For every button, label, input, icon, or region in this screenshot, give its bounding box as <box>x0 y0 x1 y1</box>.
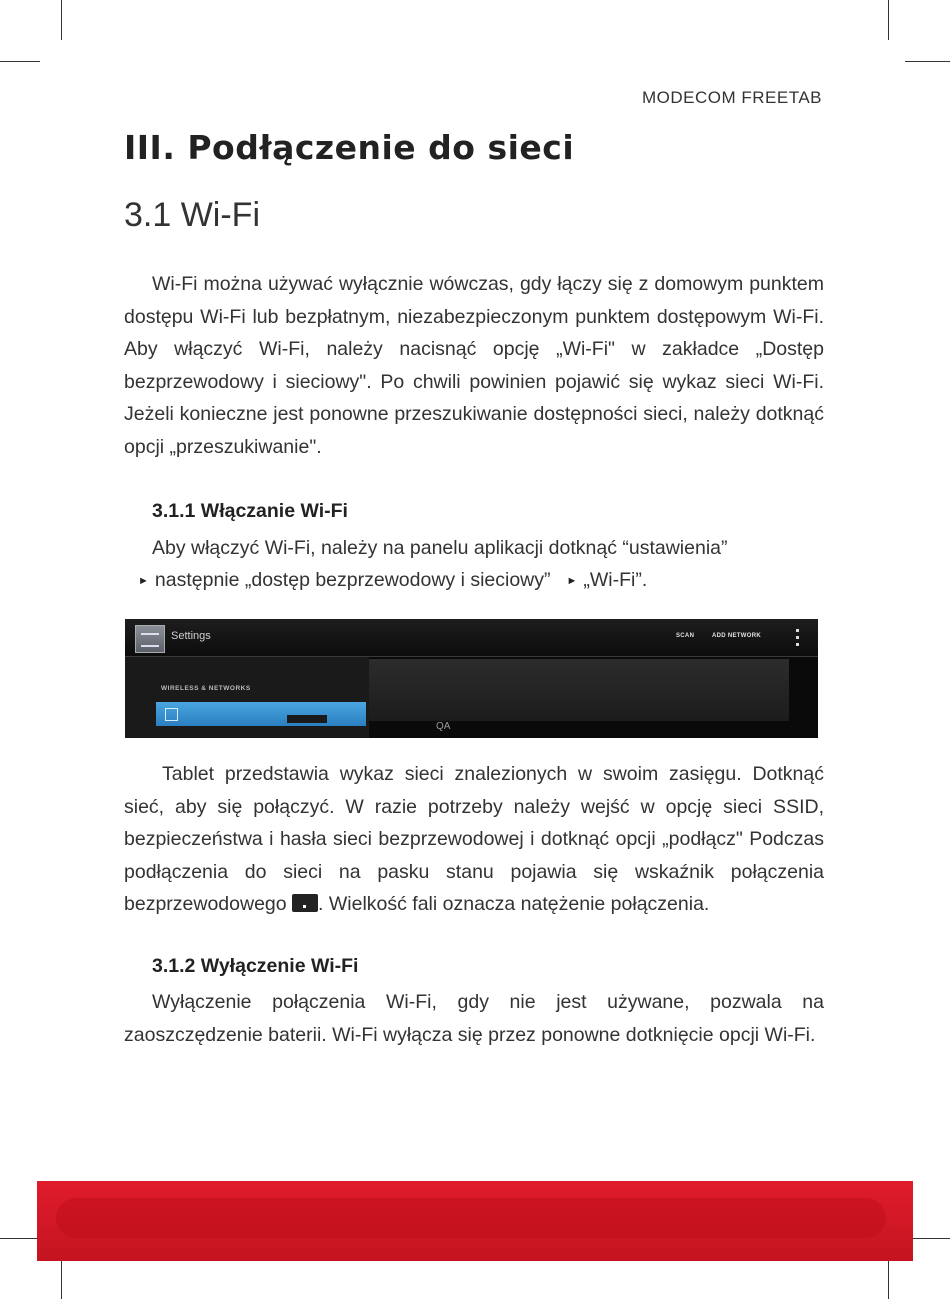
crop-mark <box>888 1260 889 1299</box>
arrow-icon: ► <box>138 575 149 587</box>
enable-instructions-line1: Aby włączyć Wi-Fi, należy na panelu aplikacji dotknąć “ustawienia” <box>152 537 728 559</box>
settings-title: Settings <box>171 630 211 642</box>
enable-path-part2: „Wi-Fi”. <box>583 569 648 591</box>
crop-mark <box>61 0 62 40</box>
crop-mark <box>61 1260 62 1299</box>
network-item-qa[interactable]: QA <box>436 721 451 732</box>
arrow-icon: ► <box>566 575 578 587</box>
enable-path-part1: następnie „dostęp bezprzewodowy i sieciowy” <box>154 569 551 591</box>
network-list-paragraph <box>124 758 824 921</box>
wifi-icon <box>165 708 178 721</box>
chapter-title: III. Podłączenie do sieci <box>124 128 575 167</box>
intro-paragraph <box>124 268 824 463</box>
disable-paragraph-text: Wyłączenie połączenia Wi-Fi, gdy nie jest używane, pozwala na zaoszczędzenie baterii. Wi-Fi wyłącza się przez ponowne dotknięcie opcji Wi-Fi. <box>124 991 824 1046</box>
scan-button[interactable]: SCAN <box>676 633 695 639</box>
enable-instructions-line2 <box>134 564 834 598</box>
wireless-networks-header: WIRELESS & NETWORKS <box>161 685 251 692</box>
crop-mark <box>0 61 40 62</box>
crop-mark <box>0 1238 40 1239</box>
crop-mark <box>910 1238 950 1239</box>
section-title: 3.1 Wi-Fi <box>124 196 260 234</box>
intro-paragraph-text: Wi-Fi można używać wyłącznie wówczas, gdy łączy się z domowym punktem dostępu Wi-Fi lub bezpłatnym, niezabezpieczonym punktem dostępowym Wi-Fi. Aby włączyć Wi-Fi, należy nacisnąć opcję „Wi-Fi" w zakładce „Dostęp bezprzewodowy i sieciowy". Po chwili powinien pojawić się wykaz sieci Wi-Fi. Jeżeli konieczne jest ponowne przeszukiwanie dostępności sieci, należy dotknąć opcji „przeszukiwanie". <box>124 273 824 458</box>
wifi-toggle[interactable] <box>287 715 327 723</box>
wifi-setting-item[interactable] <box>156 702 366 726</box>
subsection-title-enable: 3.1.1 Włączanie Wi-Fi <box>152 500 348 522</box>
disable-paragraph <box>124 986 824 1051</box>
settings-app-icon <box>135 625 165 653</box>
header-brand: MODECOM FREETAB <box>641 88 822 107</box>
crop-mark <box>905 61 950 62</box>
footer-bar <box>56 1198 886 1238</box>
settings-screenshot <box>125 619 818 738</box>
overflow-menu-icon[interactable] <box>796 629 799 647</box>
network-list-text-end: . Wielkość fali oznacza natężenie połączenia. <box>318 893 710 915</box>
network-list-text: Tablet przedstawia wykaz sieci znalezionych w swoim zasięgu. Dotknąć sieć, aby się połączyć. W razie potrzeby należy wejść w opcję sieci SSID, bezpieczeństwa i hasła sieci bezprzewodowej i dotknąć opcji „podłącz" Podczas podłączenia do sieci na pasku stanu pojawia się wskaźnik połączenia bezprzewodowego <box>124 763 824 915</box>
add-network-button[interactable]: ADD NETWORK <box>712 633 761 639</box>
subsection-title-disable: 3.1.2 Wyłączenie Wi-Fi <box>152 955 359 977</box>
network-list-panel <box>369 659 789 721</box>
crop-mark <box>888 0 889 40</box>
wifi-indicator-icon <box>292 894 318 912</box>
